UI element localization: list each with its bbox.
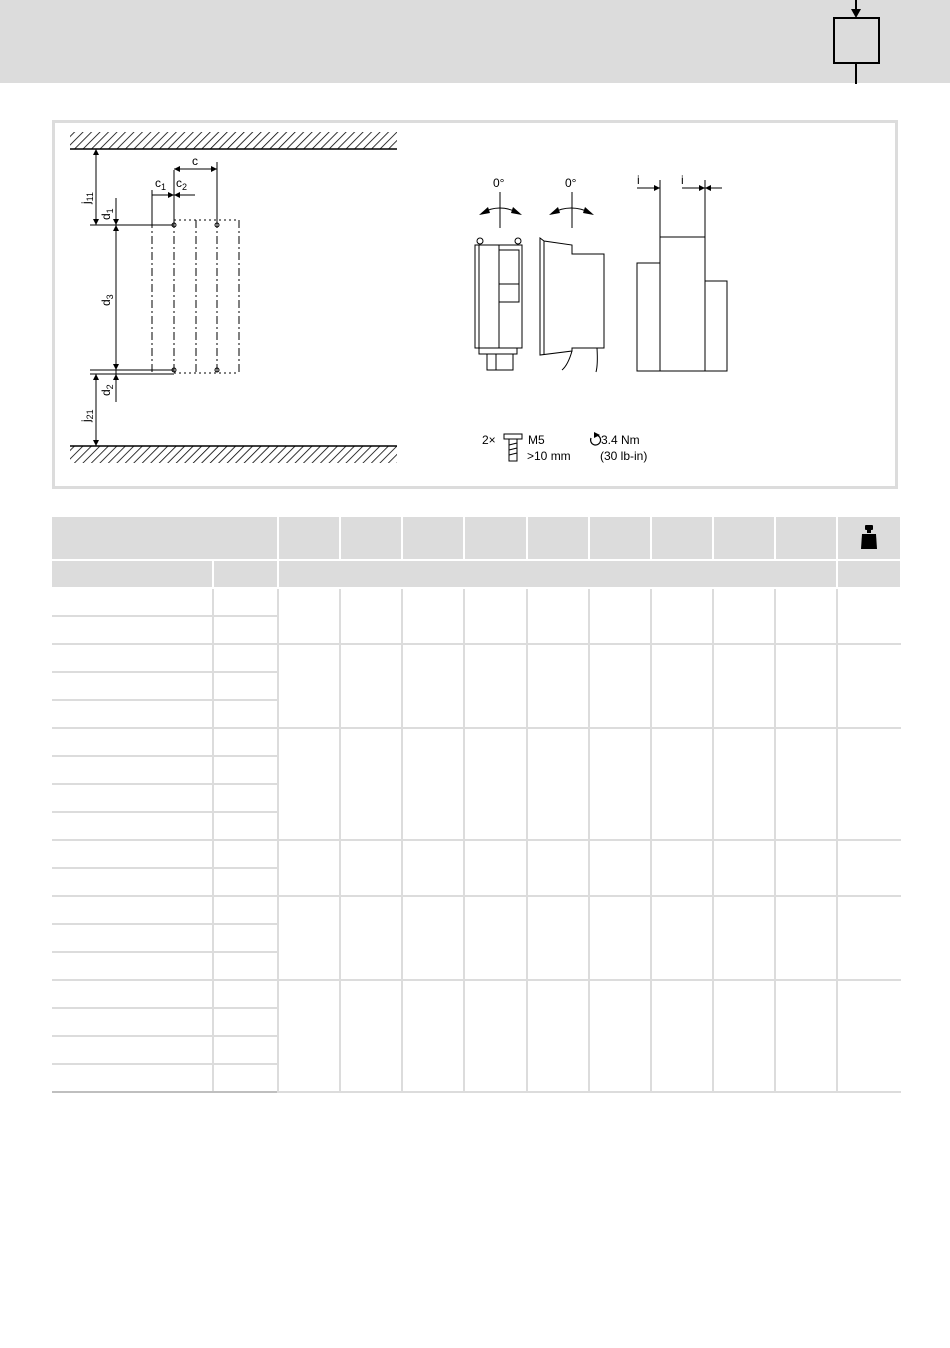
value-cell <box>527 980 589 1092</box>
row-label-cell <box>52 784 213 812</box>
label-c1: $c_1$ <box>155 176 167 192</box>
row-unit-cell <box>213 756 278 784</box>
label-angle-left: 0° <box>493 176 505 190</box>
value-cell <box>464 728 526 840</box>
value-cell <box>278 728 340 840</box>
label-j21: $j_{21}$ <box>79 409 95 422</box>
header-cell <box>340 517 402 560</box>
row-label-cell <box>52 980 213 1008</box>
value-cell <box>837 644 901 728</box>
row-unit-cell <box>213 672 278 700</box>
row-unit-cell <box>213 840 278 868</box>
row-label-cell <box>52 924 213 952</box>
header-cell <box>713 517 775 560</box>
value-cell <box>837 896 901 980</box>
value-cell <box>651 644 713 728</box>
value-cell <box>527 840 589 896</box>
row-unit-cell <box>213 980 278 1008</box>
value-cell <box>775 644 837 728</box>
table-row <box>52 980 901 1008</box>
value-cell <box>340 588 402 644</box>
row-label-cell <box>52 616 213 644</box>
value-cell <box>402 588 464 644</box>
label-c2: $c_2$ <box>176 176 188 192</box>
header-cell <box>775 517 837 560</box>
top-wall <box>70 132 397 149</box>
value-cell <box>589 644 651 728</box>
table-row <box>52 728 901 756</box>
value-cell <box>527 644 589 728</box>
header-cell <box>52 517 278 560</box>
value-cell <box>775 980 837 1092</box>
value-cell <box>837 588 901 644</box>
label-c: c <box>192 154 198 168</box>
table-header-row <box>52 517 901 560</box>
value-cell <box>527 588 589 644</box>
table-row <box>52 588 901 616</box>
value-cell <box>527 728 589 840</box>
value-cell <box>837 980 901 1092</box>
row-label-cell <box>52 812 213 840</box>
value-cell <box>775 728 837 840</box>
label-d3: $d_3$ <box>99 294 115 306</box>
row-unit-cell <box>213 588 278 616</box>
row-label-cell <box>52 840 213 868</box>
unit-front-view <box>475 238 522 370</box>
value-cell <box>651 728 713 840</box>
row-unit-cell <box>213 700 278 728</box>
value-cell <box>589 896 651 980</box>
row-unit-cell <box>213 728 278 756</box>
mounting-block-icon <box>0 0 950 90</box>
value-cell <box>340 728 402 840</box>
torque-imperial: (30 lb-in) <box>600 449 648 463</box>
value-cell <box>340 840 402 896</box>
value-cell <box>713 588 775 644</box>
value-cell <box>464 980 526 1092</box>
value-cell <box>464 840 526 896</box>
value-cell <box>464 644 526 728</box>
weight-header-cell <box>837 517 901 560</box>
value-cell <box>651 588 713 644</box>
screw-length: >10 mm <box>527 449 571 463</box>
torque-value: 3.4 Nm <box>601 433 640 447</box>
value-cell <box>589 588 651 644</box>
row-unit-cell <box>213 1008 278 1036</box>
header-cell <box>278 517 340 560</box>
value-cell <box>464 896 526 980</box>
row-label-cell <box>52 644 213 672</box>
row-label-cell <box>52 728 213 756</box>
row-label-cell <box>52 756 213 784</box>
value-cell <box>713 644 775 728</box>
label-i-right: i <box>681 173 684 187</box>
value-cell <box>837 840 901 896</box>
weight-icon <box>859 524 879 550</box>
row-unit-cell <box>213 1064 278 1092</box>
subheader-cell <box>278 560 837 588</box>
row-unit-cell <box>213 952 278 980</box>
value-cell <box>775 588 837 644</box>
value-cell <box>651 896 713 980</box>
subheader-cell <box>52 560 213 588</box>
value-cell <box>340 644 402 728</box>
value-cell <box>589 980 651 1092</box>
row-label-cell <box>52 700 213 728</box>
row-unit-cell <box>213 924 278 952</box>
value-cell <box>402 728 464 840</box>
row-unit-cell <box>213 868 278 896</box>
table-row <box>52 840 901 868</box>
row-unit-cell <box>213 896 278 924</box>
table-row <box>52 896 901 924</box>
value-cell <box>713 980 775 1092</box>
header-cell <box>589 517 651 560</box>
row-unit-cell <box>213 812 278 840</box>
value-cell <box>464 588 526 644</box>
screw-thread: M5 <box>528 433 545 447</box>
screw-count: 2× <box>482 433 496 447</box>
row-label-cell <box>52 896 213 924</box>
row-unit-cell <box>213 784 278 812</box>
value-cell <box>402 980 464 1092</box>
row-label-cell <box>52 868 213 896</box>
value-cell <box>340 896 402 980</box>
header-cell <box>402 517 464 560</box>
value-cell <box>278 840 340 896</box>
value-cell <box>527 896 589 980</box>
value-cell <box>402 644 464 728</box>
value-cell <box>278 980 340 1092</box>
value-cell <box>775 840 837 896</box>
value-cell <box>713 728 775 840</box>
value-cell <box>713 840 775 896</box>
value-cell <box>402 896 464 980</box>
value-cell <box>837 728 901 840</box>
value-cell <box>713 896 775 980</box>
header-cell <box>651 517 713 560</box>
row-label-cell <box>52 1008 213 1036</box>
mounting-diagram <box>52 120 902 492</box>
row-unit-cell <box>213 616 278 644</box>
value-cell <box>340 980 402 1092</box>
clearance-view <box>637 180 727 371</box>
value-cell <box>775 896 837 980</box>
header-cell <box>464 517 526 560</box>
row-label-cell <box>52 1036 213 1064</box>
table-row <box>52 644 901 672</box>
unit-side-view <box>540 238 604 372</box>
table-subheader-row <box>52 560 901 588</box>
value-cell <box>651 840 713 896</box>
row-label-cell <box>52 952 213 980</box>
value-cell <box>589 728 651 840</box>
torque-arrow-icon <box>591 432 601 445</box>
label-d2: $d_2$ <box>99 384 115 396</box>
subheader-cell <box>213 560 278 588</box>
row-unit-cell <box>213 1036 278 1064</box>
value-cell <box>402 840 464 896</box>
bottom-wall <box>70 446 397 463</box>
row-label-cell <box>52 672 213 700</box>
subheader-cell <box>837 560 901 588</box>
label-d1: $d_1$ <box>99 208 115 220</box>
row-label-cell <box>52 588 213 616</box>
row-label-cell <box>52 1064 213 1092</box>
label-j11: $j_{11}$ <box>79 191 95 204</box>
label-angle-right: 0° <box>565 176 577 190</box>
row-unit-cell <box>213 644 278 672</box>
screw-icon <box>504 434 522 461</box>
label-i-left: i <box>637 173 640 187</box>
value-cell <box>651 980 713 1092</box>
header-cell <box>527 517 589 560</box>
value-cell <box>589 840 651 896</box>
value-cell <box>278 588 340 644</box>
spec-table <box>52 517 902 1093</box>
value-cell <box>278 644 340 728</box>
value-cell <box>278 896 340 980</box>
